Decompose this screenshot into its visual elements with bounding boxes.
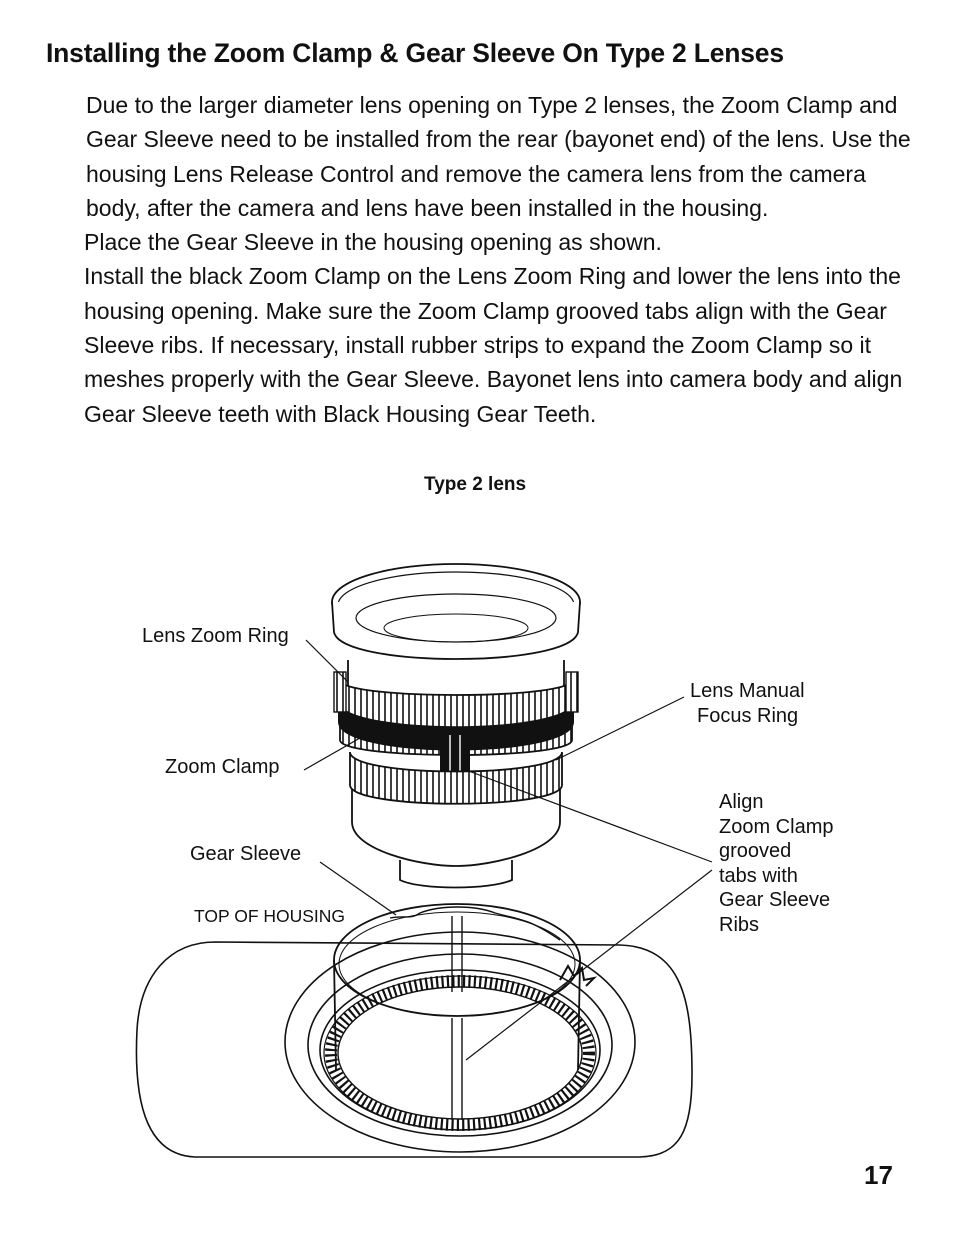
page-number: 17 xyxy=(864,1160,893,1190)
label-lens-manual-focus-ring-line1: Lens Manual xyxy=(690,680,805,702)
label-align-line3: grooved xyxy=(719,840,792,862)
instruction-paragraph-1: Due to the larger diameter lens opening on Type 2 lenses, the Zoom Clamp and Gear Sleeve need to be installed from the rear (bayonet end) of the lens. Use the housing Lens Release Control and remove the camera lens from the camera body, after the camera and lens have been installed in the housing. xyxy=(86,92,911,221)
instruction-paragraph-2: Place the Gear Sleeve in the housing opening as shown. xyxy=(84,229,662,256)
label-lens-zoom-ring: Lens Zoom Ring xyxy=(142,625,289,647)
label-top-of-housing: TOP OF HOUSING xyxy=(194,906,346,926)
figure-caption: Type 2 lens xyxy=(424,474,527,495)
label-lens-manual-focus-ring-line2: Focus Ring xyxy=(697,704,799,727)
label-align-line6: Ribs xyxy=(719,913,760,936)
label-align-line1: Align xyxy=(719,791,764,813)
label-align-line5: Gear Sleeve xyxy=(719,889,831,911)
label-gear-sleeve: Gear Sleeve xyxy=(190,843,302,865)
label-lens-manual-focus-ring xyxy=(690,679,805,728)
page-title: Installing the Zoom Clamp & Gear Sleeve On Type 2 Lenses xyxy=(46,38,784,68)
label-align-line2: Zoom Clamp xyxy=(719,815,834,838)
label-zoom-clamp: Zoom Clamp xyxy=(165,756,280,778)
label-align-line4: tabs with xyxy=(719,864,798,887)
label-align-instruction xyxy=(719,790,833,937)
instruction-paragraph-3: Install the black Zoom Clamp on the Lens Zoom Ring and lower the lens into the housing opening. Make sure the Zoom Clamp grooved tabs align with the Gear Sleeve ribs. If necessary, install rubber strips to expand the Zoom Clamp so it meshes properly with the Gear Sleeve. Bayonet lens into camera body and align Gear Sleeve teeth with Black Housing Gear Teeth. xyxy=(84,263,903,427)
